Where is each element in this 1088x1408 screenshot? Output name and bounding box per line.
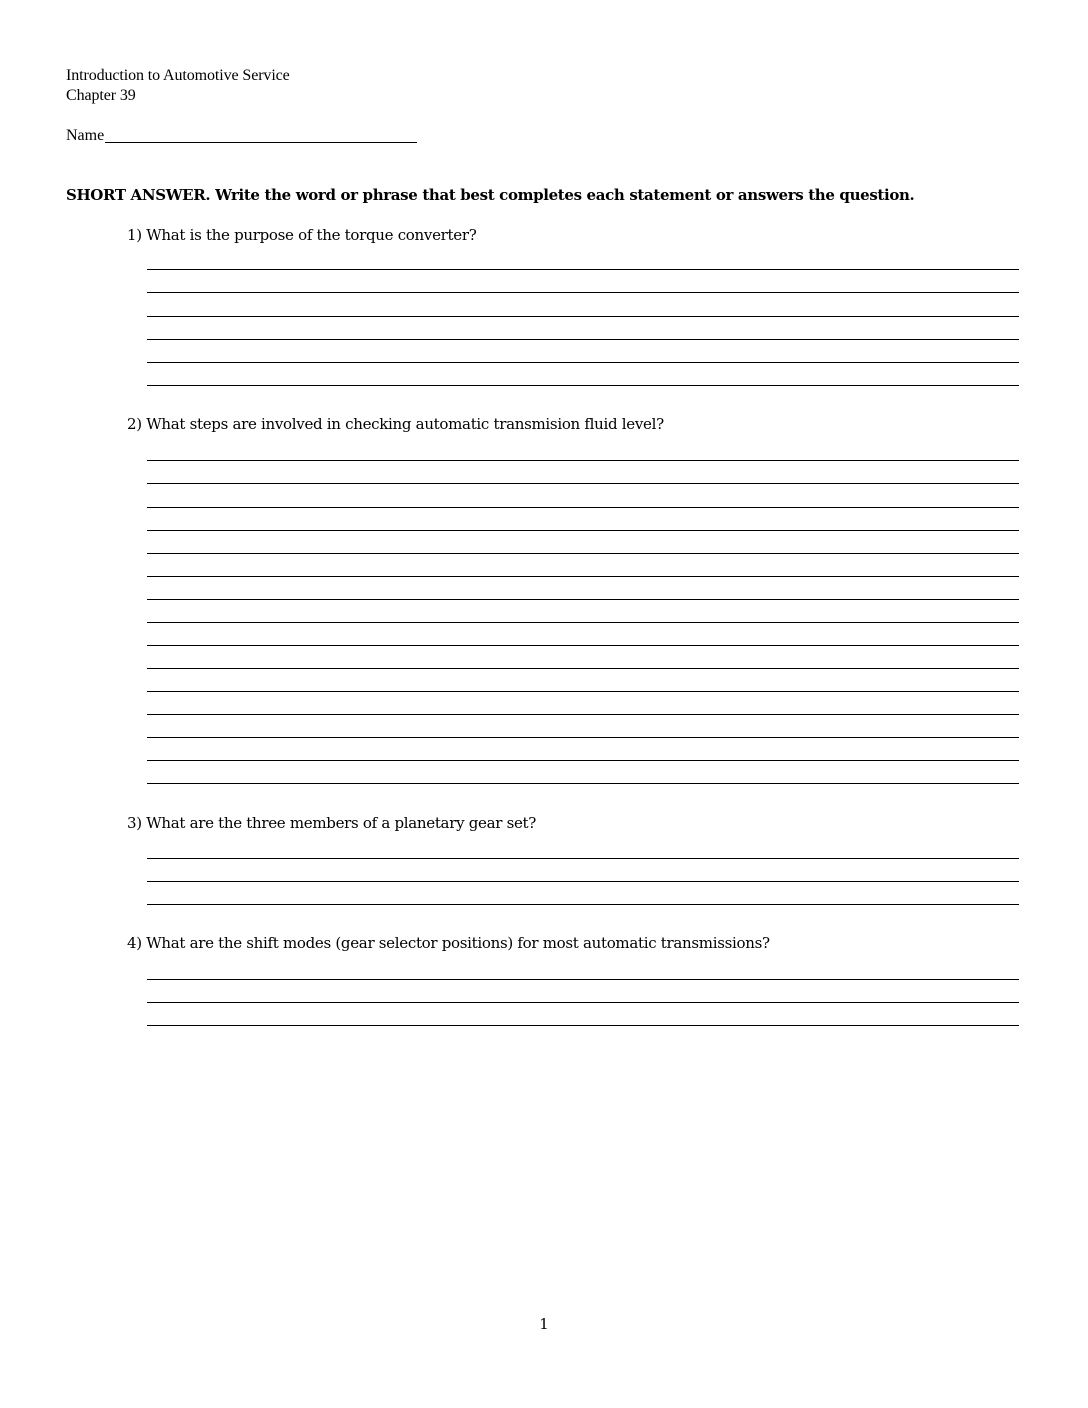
question-2: 2) What steps are involved in checking automatic transmision fluid level? — [127, 415, 664, 433]
chapter-label: Chapter 39 — [66, 87, 136, 104]
answer-line[interactable] — [147, 339, 1019, 340]
answer-line[interactable] — [147, 691, 1019, 692]
answer-line[interactable] — [147, 645, 1019, 646]
answer-line[interactable] — [147, 599, 1019, 600]
answer-line[interactable] — [147, 737, 1019, 738]
answer-line[interactable] — [147, 576, 1019, 577]
answer-line[interactable] — [147, 316, 1019, 317]
answer-line[interactable] — [147, 760, 1019, 761]
answer-line[interactable] — [147, 668, 1019, 669]
question-1: 1) What is the purpose of the torque converter? — [127, 226, 477, 244]
question-3: 3) What are the three members of a planetary gear set? — [127, 814, 537, 832]
answer-line[interactable] — [147, 269, 1019, 270]
answer-line[interactable] — [147, 904, 1019, 905]
course-title: Introduction to Automotive Service — [66, 67, 290, 84]
answer-line[interactable] — [147, 858, 1019, 859]
answer-line[interactable] — [147, 507, 1019, 508]
answer-line[interactable] — [147, 292, 1019, 293]
name-label: Name — [66, 127, 105, 144]
answer-line[interactable] — [147, 460, 1019, 461]
name-row — [66, 125, 417, 145]
section-instructions: SHORT ANSWER. Write the word or phrase that best completes each statement or answers the question. — [66, 186, 915, 204]
answer-line[interactable] — [147, 1025, 1019, 1026]
answer-line[interactable] — [147, 979, 1019, 980]
name-field[interactable] — [105, 142, 417, 143]
answer-line[interactable] — [147, 1002, 1019, 1003]
answer-line[interactable] — [147, 714, 1019, 715]
answer-line[interactable] — [147, 530, 1019, 531]
answer-line[interactable] — [147, 483, 1019, 484]
answer-line[interactable] — [147, 622, 1019, 623]
answer-line[interactable] — [147, 783, 1019, 784]
answer-line[interactable] — [147, 881, 1019, 882]
answer-line[interactable] — [147, 385, 1019, 386]
page-number: 1 — [539, 1315, 549, 1333]
question-4: 4) What are the shift modes (gear selector positions) for most automatic transmissions? — [127, 934, 770, 952]
answer-line[interactable] — [147, 553, 1019, 554]
answer-line[interactable] — [147, 362, 1019, 363]
